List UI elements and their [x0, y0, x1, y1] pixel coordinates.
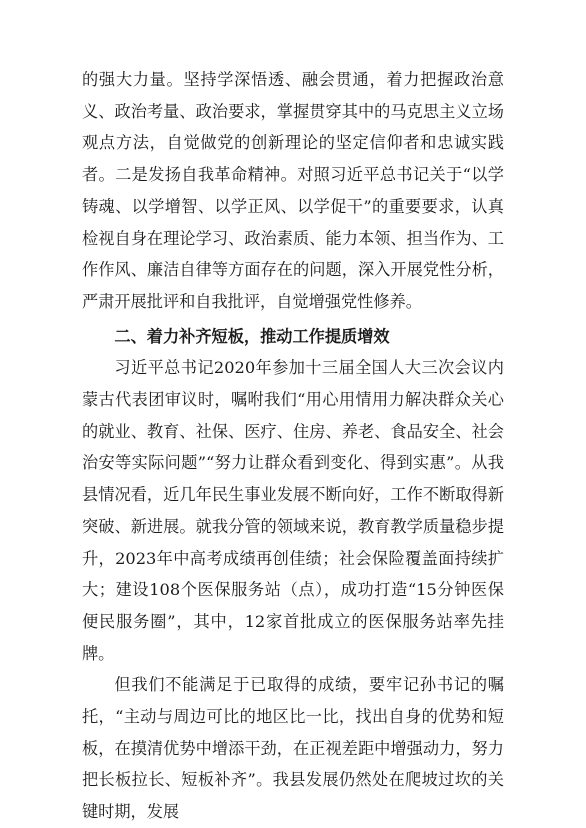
- body-paragraph-2: 但我们不能满足于已取得的成绩，要牢记孙书记的嘱托，“主动与周边可比的地区比一比，找出自身的优势和短板，在摸清优势中增添干劲，在正视差距中增强动力，努力把长板拉长、短板补齐”。我县发展仍然处在爬坡过坎的关键时期，发展: [82, 675, 504, 822]
- document-page: [82, 64, 504, 828]
- body-paragraph-1: 习近平总书记2020年参加十三届全国人大三次会议内蒙古代表团审议时，嘱咐我们“用心用情用力解决群众关心的就业、教育、社保、医疗、住房、养老、食品安全、社会治安等实际问题”“努力让群众看到变化、得到实惠”。从我县情况看，近几年民生事业发展不断向好，工作不断取得新突破、新进展。就我分管的领域来说，教育教学质量稳步提升，2023年中高考成绩再创佳绩；社会保险覆盖面持续扩大；建设108个医保服务站（点），成功打造“15分钟医保便民服务圈”，其中，12家首批成立的医保服务站率先挂牌。: [82, 358, 504, 663]
- paragraph-continuation: 的强大力量。坚持学深悟透、融会贯通，着力把握政治意义、政治考量、政治要求，掌握贯穿其中的马克思主义立场观点方法，自觉做党的创新理论的坚定信仰者和忠诚实践者。二是发扬自我革命精神。对照习近平总书记关于“以学铸魂、以学增智、以学正风、以学促干”的重要要求，认真检视自身在理论学习、政治素质、能力本领、担当作为、工作作风、廉洁自律等方面存在的问题，深入开展党性分析，严肃开展批评和自我批评，自觉增强党性修养。: [82, 70, 504, 311]
- section-heading: 二、着力补齐短板，推动工作提质增效: [114, 326, 390, 346]
